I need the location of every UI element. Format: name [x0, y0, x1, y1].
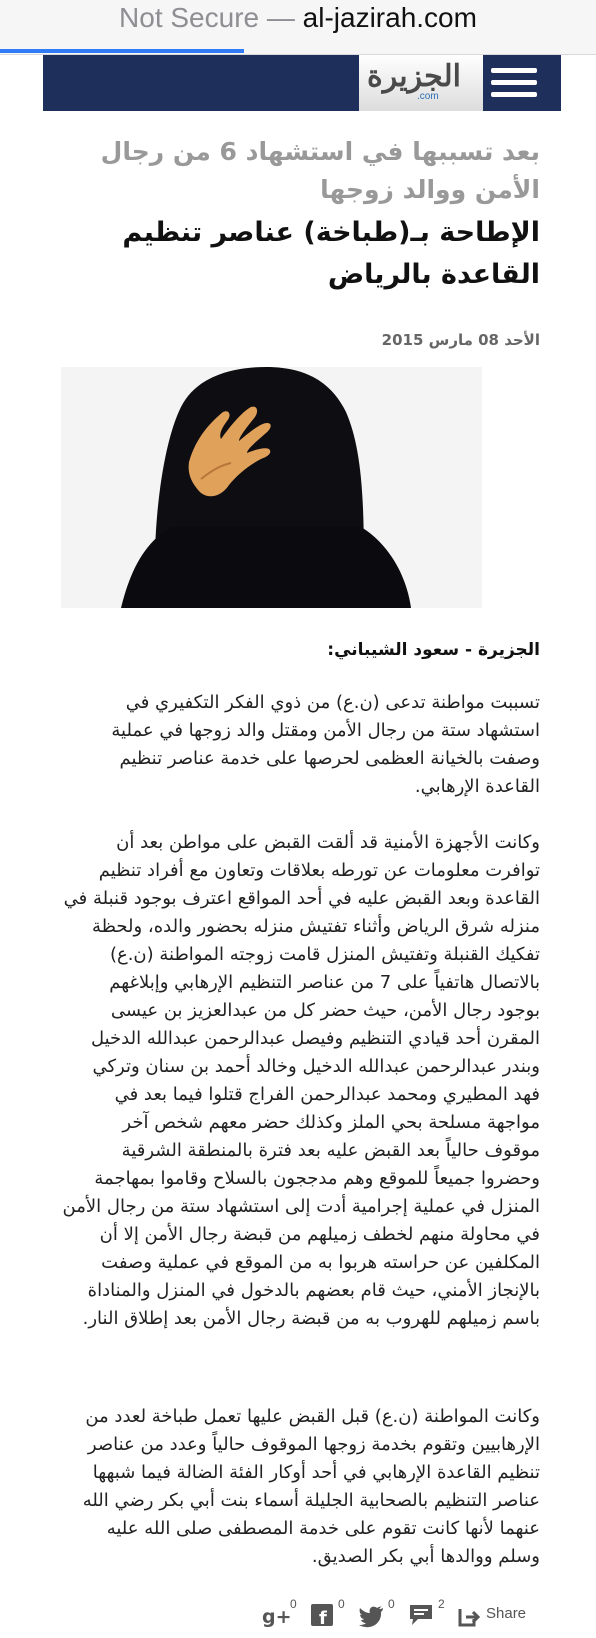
twitter-icon — [358, 1604, 384, 1628]
logo-sub: .com — [417, 91, 439, 102]
article-paragraph-3: وكانت المواطنة (ن.ع) قبل القبض عليها تعمل طباخة لعدد من الإرهابيين وتقوم بخدمة زوجها الموقوف حالياً وعدد من عناصر تنظيم القاعدة الإرهابي في أحد أوكار الفئة الضالة فيما شبهها عناصر التنظيم بالصحابية الجليلة أسماء بنت أبي بكر رضي الله عنهما لأنها كانت تقوم على خدمة المصطفى صلى الله عليه وسلم ووالدها أبي بكر الصديق. — [82, 1406, 540, 1567]
gplus-count: 0 — [290, 1597, 297, 1611]
twitter-count: 0 — [388, 1597, 395, 1611]
site-logo[interactable] — [359, 55, 483, 111]
article-paragraph-1: تسببت مواطنة تدعى (ن.ع) من ذوي الفكر التكفيري في استشهاد ستة من رجال الأمن ومقتل والد زوجها في عملية وصفت بالخيانة العظمى لحرصها على خدمة عناصر تنظيم القاعدة الإرهابي. — [111, 692, 540, 797]
comments-count: 2 — [438, 1597, 445, 1611]
article-headline: الإطاحة بـ(طباخة) عناصر تنظيم القاعدة بالرياض — [122, 217, 540, 290]
svg-text:g+: g+ — [262, 1606, 292, 1628]
share-arrow-icon — [458, 1605, 480, 1627]
hamburger-menu-icon[interactable] — [491, 68, 537, 98]
facebook-count: 0 — [338, 1597, 345, 1611]
article-byline: الجزيرة - سعود الشيباني: — [327, 640, 540, 660]
share-button[interactable] — [458, 1597, 548, 1629]
browser-url-bar[interactable] — [0, 0, 596, 55]
site-header — [43, 55, 561, 111]
facebook-icon — [310, 1603, 334, 1627]
share-label: Share — [486, 1605, 527, 1622]
comments-icon — [408, 1603, 434, 1627]
page-load-progress — [0, 49, 244, 53]
g-plus-icon — [262, 1603, 292, 1629]
article-photo — [61, 367, 482, 608]
url-text[interactable] — [0, 0, 596, 36]
gplus-share[interactable] — [262, 1597, 302, 1629]
article-date: الأحد 08 مارس 2015 — [381, 331, 540, 349]
facebook-share[interactable] — [310, 1597, 350, 1629]
not-secure-label: Not Secure — — [119, 2, 295, 33]
article-paragraph-2: وكانت الأجهزة الأمنية قد ألقت القبض على مواطن بعد أن توافرت معلومات عن تورطه بعلاقات وتعاون مع أفراد تنظيم القاعدة وبعد القبض عليه في أحد المواقع اعترف بوجود قنبلة في منزله شرق الرياض وأثناء تفتيش منزله بحضور والده، ولحظة تفكيك القنبلة وتفتيش المنزل قامت زوجته المواطنة (ن.ع) بالاتصال هاتفياً على 7 من عناصر التنظيم الإرهابي وإبلاغهم بوجود رجال الأمن، حيث حضر كل من عبدالعزيز بن عيسى المقرن أحد قيادي التنظيم وفيصل عبدالرحمن عبدالله الدخيل وبندر عبدالرحمن عبدالله الدخيل وخالد أحمد بن سنان وتركي فهد المطيري ومحمد عبدالرحمن الفراج قتلوا فيما بعد في مواجهة مسلحة بحي الملز وكذلك حضر معهم شخص آخر موقوف حالياً بعد القبض عليه بعد فترة بالمنطقة الشرقية وحضروا جميعاً للموقع وهم مدججون بالسلاح وقاموا بمهاجمة المنزل في عملية إجرامية أدت إلى استشهاد ستة من رجال الأمن في محاولة منهم لخطف زميلهم من قبضة رجال الأمن إلا أن المكلفين عن حراسته هربوا به من الموقع في عملية وصفت بالإنجاز الأمني، حيث قام بعضهم بالدخول في المنزل والمناداة باسم زميلهم للهروب به من قبضة رجال الأمن بعد إطلاق النار. — [62, 832, 540, 1329]
domain-label: al-jazirah.com — [302, 2, 477, 33]
twitter-share[interactable] — [358, 1597, 398, 1629]
veiled-woman-image — [61, 367, 482, 608]
logo-text: الجزيرة — [366, 59, 461, 94]
comments-link[interactable] — [408, 1597, 448, 1629]
svg-text:f: f — [319, 1608, 327, 1629]
share-bar — [262, 1597, 552, 1629]
article-kicker: بعد تسببها في استشهاد 6 من رجال الأمن ووالد زوجها — [100, 137, 540, 204]
